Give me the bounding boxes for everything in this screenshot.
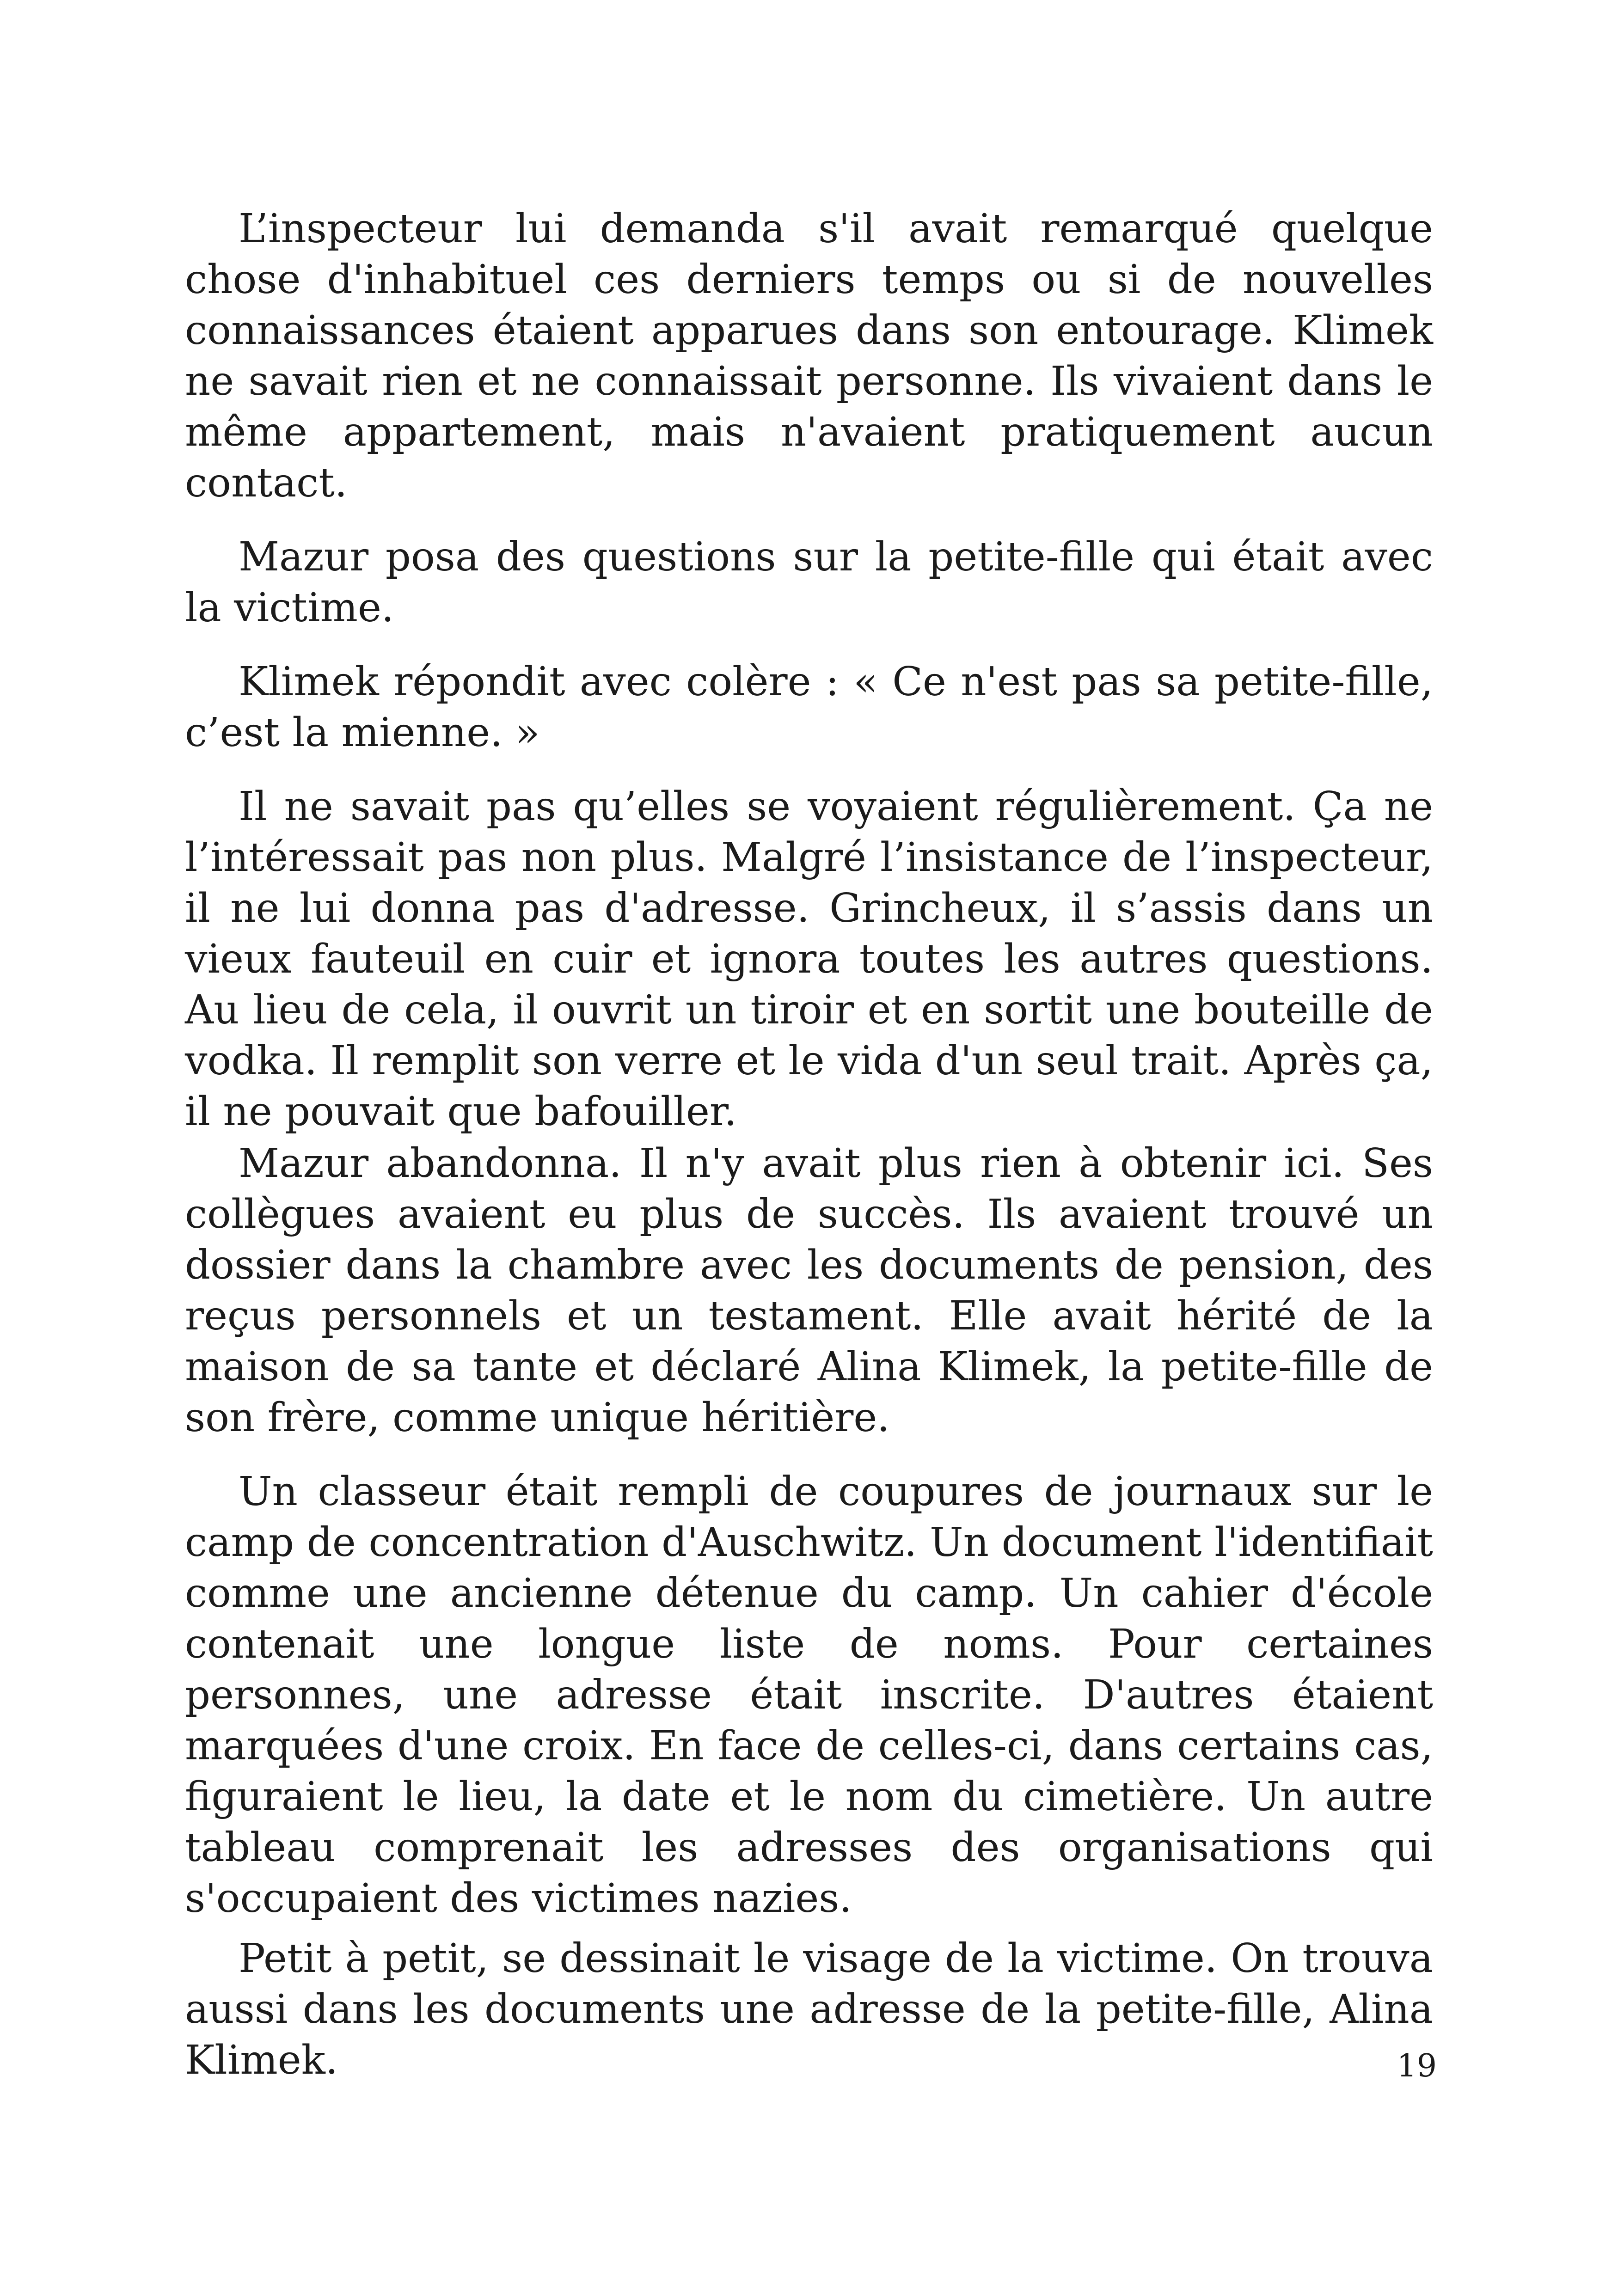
paragraph: L’inspecteur lui demanda s'il avait remarqué quelque chose d'inhabituel ces derniers temps ou si de nouvelles connaissances étaient apparues dans son entourage. Klimek ne savait rien et ne connaissait personne. Ils vivaient dans le même appartement, mais n'avaient pratiquement aucun contact. [185,206,1433,506]
text-section-2 [185,1138,1433,1947]
text-section-3 [185,1933,1433,2086]
paragraph: Mazur abandonna. Il n'y avait plus rien à obtenir ici. Ses collègues avaient eu plus de succès. Ils avaient trouvé un dossier dans la chambre avec les documents de pension, des reçus personnels et un testament. Elle avait hérité de la maison de sa tante et déclaré Alina Klimek, la petite-fille de son frère, comme unique héritière. [185,1140,1433,1441]
paragraph: Petit à petit, se dessinait le visage de la victime. On trouva aussi dans les documents une adresse de la petite-fille, Alina Klimek. [185,1935,1433,2083]
page-number: 19 [1397,2048,1437,2084]
paragraph: Klimek répondit avec colère : « Ce n'est pas sa petite-fille, c’est la mienne. » [185,659,1433,756]
paragraph: Un classeur était rempli de coupures de journaux sur le camp de concentration d'Auschwitz. Un document l'identifiait comme une ancienne détenue du camp. Un cahier d'école contenait une longue liste de noms. Pour certaines personnes, une adresse était inscrite. D'autres étaient marquées d'une croix. En face de celles-ci, dans certains cas, figuraient le lieu, la date et le nom du cimetière. Un autre tableau comprenait les adresses des organisations qui s'occupaient des victimes nazies. [185,1469,1433,1922]
text-section-1 [185,203,1433,1160]
paragraph: Mazur posa des questions sur la petite-fille qui était avec la victime. [185,534,1433,631]
paragraph: Il ne savait pas qu’elles se voyaient régulièrement. Ça ne l’intéressait pas non plus. Malgré l’insistance de l’inspecteur, il ne lui donna pas d'adresse. Grincheux, il s’assis dans un vieux fauteuil en cuir et ignora toutes les autres questions. Au lieu de cela, il ouvrit un tiroir et en sortit une bouteille de vodka. Il remplit son verre et le vida d'un seul trait. Après ça, il ne pouvait que bafouiller. [185,784,1433,1135]
